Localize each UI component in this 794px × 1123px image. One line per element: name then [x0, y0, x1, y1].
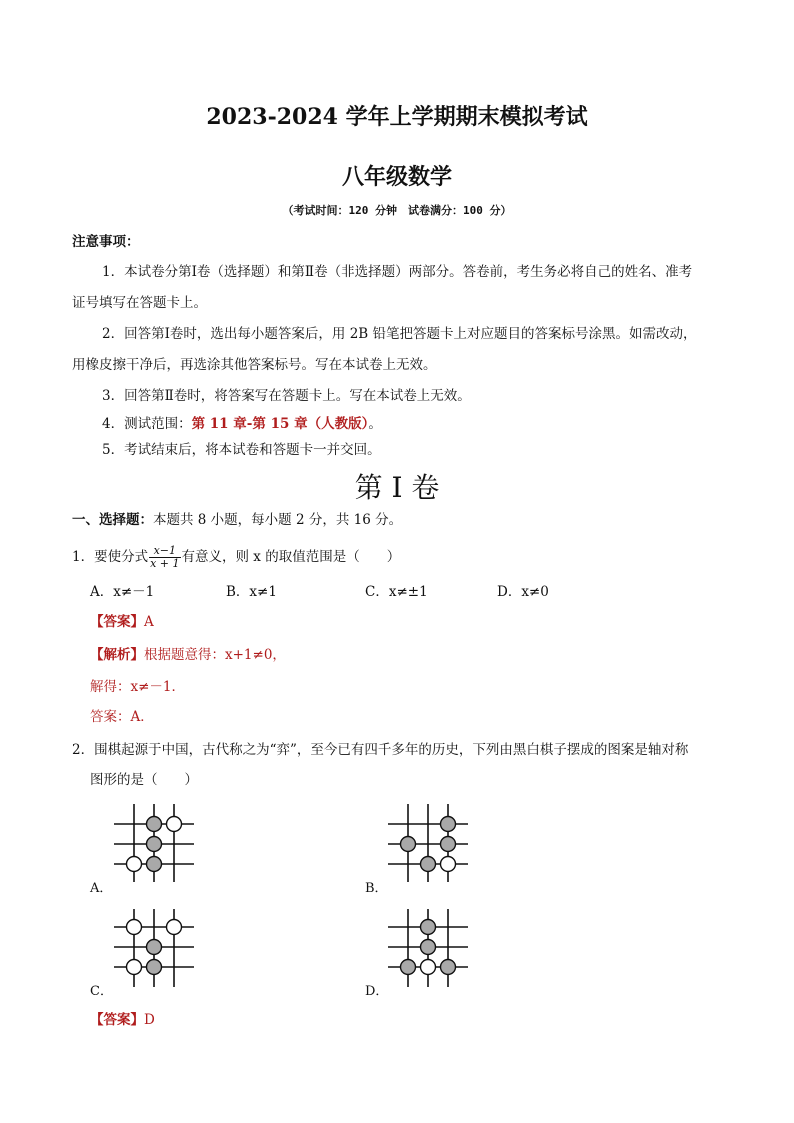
gray-stone — [421, 857, 436, 872]
gray-stone — [441, 837, 456, 852]
gray-stone — [421, 940, 436, 955]
test-range: 第 11 章-第 15 章（人教版） — [191, 416, 369, 432]
gray-stone — [147, 817, 162, 832]
question-1-prefix: 1．要使分式 — [72, 549, 149, 565]
question-1-stem — [72, 540, 400, 574]
answer-value: D — [144, 1012, 155, 1028]
answer-tag: 【答案】 — [90, 1012, 144, 1028]
white-stone — [127, 857, 142, 872]
part-heading — [72, 510, 402, 530]
question-2-stem-line-2: 图形的是（ ） — [90, 772, 198, 788]
notice-item-3: 3．回答第Ⅱ卷时，将答案写在答题卡上。写在本试卷上无效。 — [102, 388, 471, 404]
notice-item-4 — [102, 414, 382, 434]
question-1-fraction — [149, 545, 180, 570]
fraction-numerator: x−1 — [149, 545, 180, 558]
white-stone — [167, 920, 182, 935]
fraction-denominator: x + 1 — [150, 557, 180, 570]
go-board-d — [384, 905, 474, 990]
question-1-conclusion: 答案：A． — [90, 709, 154, 725]
part-description: 本题共 8 小题，每小题 2 分，共 16 分。 — [153, 512, 403, 528]
answer-value: A — [144, 614, 154, 630]
part-heading-label: 一、选择题： — [72, 512, 153, 528]
gray-stone — [441, 960, 456, 975]
white-stone — [167, 817, 182, 832]
question-2-label-a: A． — [90, 881, 113, 896]
question-2-label-d: D． — [365, 984, 389, 999]
question-1-answer — [90, 612, 154, 632]
gray-stone — [147, 857, 162, 872]
go-board-b — [384, 800, 474, 885]
white-stone — [441, 857, 456, 872]
notice-item-2-line-1: 2．回答第Ⅰ卷时，选出每小题答案后，用 2B 铅笔把答题卡上对应题目的答案标号涂黑。如需改动， — [102, 326, 697, 342]
notice-heading: 注意事项： — [72, 234, 140, 250]
notice-item-4-suffix: 。 — [368, 416, 382, 432]
answer-tag: 【答案】 — [90, 614, 144, 630]
gray-stone — [401, 960, 416, 975]
gray-stone — [421, 920, 436, 935]
gray-stone — [401, 837, 416, 852]
go-board-a — [110, 800, 200, 885]
gray-stone — [147, 960, 162, 975]
notice-item-1-line-1: 1．本试卷分第Ⅰ卷（选择题）和第Ⅱ卷（非选择题）两部分。答卷前，考生务必将自己的姓名、准考 — [102, 264, 693, 280]
white-stone — [421, 960, 436, 975]
question-2-label-b: B． — [365, 881, 388, 896]
analysis-text: 根据题意得：x+1≠0， — [144, 647, 286, 663]
question-2-label-c: C． — [90, 984, 113, 999]
exam-meta: （考试时间：120 分钟 试卷满分：100 分） — [282, 204, 512, 217]
gray-stone — [441, 817, 456, 832]
notice-item-5: 5．考试结束后，将本试卷和答题卡一并交回。 — [102, 442, 381, 458]
notice-item-1-line-2: 证号填写在答题卡上。 — [72, 295, 207, 311]
white-stone — [127, 920, 142, 935]
question-1-option-d: D．x≠0 — [497, 584, 549, 600]
question-2-stem-line-1: 2．围棋起源于中国，古代称之为“弈”，至今已有四千多年的历史，下列由黑白棋子摆成的图案是轴对称 — [72, 742, 689, 758]
notice-item-4-prefix: 4．测试范围： — [102, 416, 192, 432]
question-1-solve: 解得：x≠－1． — [90, 679, 186, 695]
analysis-tag: 【解析】 — [90, 647, 144, 663]
question-1-suffix: 有意义，则 x 的取值范围是（ ） — [181, 549, 401, 565]
question-1-option-a: A．x≠－1 — [90, 584, 155, 600]
gray-stone — [147, 940, 162, 955]
question-1-option-c: C．x≠±1 — [365, 584, 428, 600]
subject-title: 八年级数学 — [341, 164, 452, 190]
question-2-answer — [90, 1010, 155, 1030]
page-title: 2023-2024 学年上学期期末模拟考试 — [206, 104, 588, 130]
section-title: 第 I 卷 — [354, 471, 440, 504]
white-stone — [127, 960, 142, 975]
go-board-c — [110, 905, 200, 990]
notice-item-2-line-2: 用橡皮擦干净后，再选涂其他答案标号。写在本试卷上无效。 — [72, 357, 437, 373]
question-1-option-b: B．x≠1 — [226, 584, 277, 600]
gray-stone — [147, 837, 162, 852]
question-1-analysis — [90, 645, 286, 665]
